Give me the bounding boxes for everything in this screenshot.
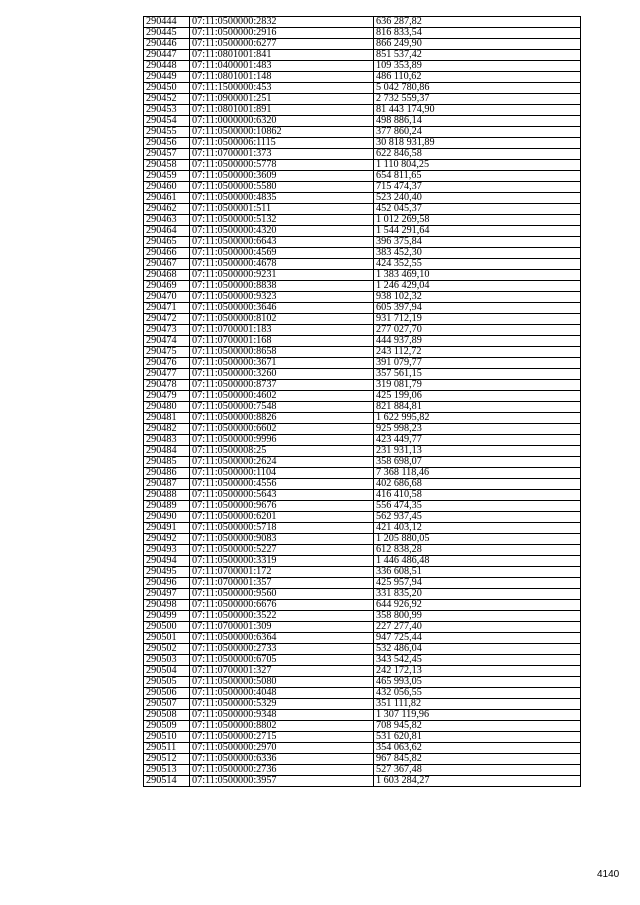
row-number-cell: 290513 bbox=[144, 765, 190, 776]
table-row bbox=[144, 347, 581, 358]
cadastral-number-cell: 07:11:0500000:3671 bbox=[190, 358, 374, 369]
cadastral-value-cell: 465 993,05 bbox=[374, 677, 581, 688]
table-row bbox=[144, 776, 581, 787]
cadastral-value-cell: 938 102,32 bbox=[374, 292, 581, 303]
table-row bbox=[144, 226, 581, 237]
cadastral-number-cell: 07:11:1500000:453 bbox=[190, 83, 374, 94]
table-row bbox=[144, 314, 581, 325]
cadastral-value-cell: 109 353,89 bbox=[374, 61, 581, 72]
table-row bbox=[144, 754, 581, 765]
cadastral-number-cell: 07:11:0700001:357 bbox=[190, 578, 374, 589]
table-row bbox=[144, 281, 581, 292]
table-row bbox=[144, 567, 581, 578]
table-row bbox=[144, 655, 581, 666]
cadastral-number-cell: 07:11:0700001:172 bbox=[190, 567, 374, 578]
cadastral-number-cell: 07:11:0500000:10862 bbox=[190, 127, 374, 138]
cadastral-value-cell: 612 838,28 bbox=[374, 545, 581, 556]
table-row bbox=[144, 61, 581, 72]
table-row bbox=[144, 644, 581, 655]
cadastral-number-cell: 07:11:0500000:8658 bbox=[190, 347, 374, 358]
page-number: 4140 bbox=[597, 869, 620, 880]
cadastral-number-cell: 07:11:0500000:9996 bbox=[190, 435, 374, 446]
table-row bbox=[144, 369, 581, 380]
table-row bbox=[144, 699, 581, 710]
row-number-cell: 290464 bbox=[144, 226, 190, 237]
cadastral-value-cell: 1 446 486,48 bbox=[374, 556, 581, 567]
cadastral-value-cell: 319 081,79 bbox=[374, 380, 581, 391]
row-number-cell: 290468 bbox=[144, 270, 190, 281]
cadastral-value-cell: 715 474,37 bbox=[374, 182, 581, 193]
row-number-cell: 290493 bbox=[144, 545, 190, 556]
row-number-cell: 290514 bbox=[144, 776, 190, 787]
row-number-cell: 290460 bbox=[144, 182, 190, 193]
row-number-cell: 290454 bbox=[144, 116, 190, 127]
cadastral-value-cell: 423 449,77 bbox=[374, 435, 581, 446]
cadastral-value-cell: 1 246 429,04 bbox=[374, 281, 581, 292]
row-number-cell: 290471 bbox=[144, 303, 190, 314]
row-number-cell: 290470 bbox=[144, 292, 190, 303]
table-row bbox=[144, 116, 581, 127]
table-row bbox=[144, 193, 581, 204]
cadastral-number-cell: 07:11:0500000:5580 bbox=[190, 182, 374, 193]
table-row bbox=[144, 512, 581, 523]
table-row bbox=[144, 248, 581, 259]
cadastral-number-cell: 07:11:0500000:9323 bbox=[190, 292, 374, 303]
cadastral-number-cell: 07:11:0500000:2970 bbox=[190, 743, 374, 754]
table-row bbox=[144, 72, 581, 83]
cadastral-number-cell: 07:11:0700001:183 bbox=[190, 325, 374, 336]
row-number-cell: 290463 bbox=[144, 215, 190, 226]
cadastral-number-cell: 07:11:0500000:3319 bbox=[190, 556, 374, 567]
cadastral-number-cell: 07:11:0500000:9676 bbox=[190, 501, 374, 512]
table-row bbox=[144, 28, 581, 39]
cadastral-value-cell: 452 045,37 bbox=[374, 204, 581, 215]
row-number-cell: 290489 bbox=[144, 501, 190, 512]
row-number-cell: 290497 bbox=[144, 589, 190, 600]
row-number-cell: 290496 bbox=[144, 578, 190, 589]
cadastral-number-cell: 07:11:0500000:8802 bbox=[190, 721, 374, 732]
cadastral-value-cell: 358 800,99 bbox=[374, 611, 581, 622]
cadastral-number-cell: 07:11:0500000:4835 bbox=[190, 193, 374, 204]
cadastral-value-cell: 486 110,62 bbox=[374, 72, 581, 83]
cadastral-number-cell: 07:11:0500000:6643 bbox=[190, 237, 374, 248]
cadastral-value-cell: 425 199,06 bbox=[374, 391, 581, 402]
cadastral-value-cell: 498 886,14 bbox=[374, 116, 581, 127]
row-number-cell: 290459 bbox=[144, 171, 190, 182]
cadastral-number-cell: 07:11:0500000:4602 bbox=[190, 391, 374, 402]
cadastral-value-cell: 532 486,04 bbox=[374, 644, 581, 655]
row-number-cell: 290483 bbox=[144, 435, 190, 446]
table-row bbox=[144, 457, 581, 468]
cadastral-value-cell: 383 452,30 bbox=[374, 248, 581, 259]
cadastral-number-cell: 07:11:0500000:3646 bbox=[190, 303, 374, 314]
cadastral-value-cell: 1 544 291,64 bbox=[374, 226, 581, 237]
cadastral-value-cell: 343 542,45 bbox=[374, 655, 581, 666]
table-row bbox=[144, 215, 581, 226]
cadastral-value-cell: 851 537,42 bbox=[374, 50, 581, 61]
cadastral-number-cell: 07:11:0500000:3957 bbox=[190, 776, 374, 787]
cadastral-value-cell: 562 937,45 bbox=[374, 512, 581, 523]
table-row bbox=[144, 259, 581, 270]
row-number-cell: 290507 bbox=[144, 699, 190, 710]
row-number-cell: 290503 bbox=[144, 655, 190, 666]
table-row bbox=[144, 270, 581, 281]
table-row bbox=[144, 556, 581, 567]
cadastral-number-cell: 07:11:0400001:483 bbox=[190, 61, 374, 72]
table-row bbox=[144, 160, 581, 171]
cadastral-number-cell: 07:11:0500000:5132 bbox=[190, 215, 374, 226]
row-number-cell: 290510 bbox=[144, 732, 190, 743]
cadastral-value-cell: 231 931,13 bbox=[374, 446, 581, 457]
cadastral-value-cell: 243 112,72 bbox=[374, 347, 581, 358]
table-row bbox=[144, 83, 581, 94]
table-row bbox=[144, 380, 581, 391]
cadastral-number-cell: 07:11:0500006:1115 bbox=[190, 138, 374, 149]
row-number-cell: 290466 bbox=[144, 248, 190, 259]
cadastral-number-cell: 07:11:0500000:5080 bbox=[190, 677, 374, 688]
cadastral-value-cell: 708 945,82 bbox=[374, 721, 581, 732]
cadastral-value-cell: 636 287,82 bbox=[374, 17, 581, 28]
cadastral-number-cell: 07:11:0500000:5778 bbox=[190, 160, 374, 171]
row-number-cell: 290453 bbox=[144, 105, 190, 116]
table-row bbox=[144, 578, 581, 589]
cadastral-number-cell: 07:11:0500000:8102 bbox=[190, 314, 374, 325]
row-number-cell: 290446 bbox=[144, 39, 190, 50]
row-number-cell: 290478 bbox=[144, 380, 190, 391]
table-row bbox=[144, 523, 581, 534]
table-row bbox=[144, 622, 581, 633]
cadastral-number-cell: 07:11:0500000:5227 bbox=[190, 545, 374, 556]
row-number-cell: 290485 bbox=[144, 457, 190, 468]
cadastral-value-cell: 654 811,65 bbox=[374, 171, 581, 182]
cadastral-value-cell: 227 277,40 bbox=[374, 622, 581, 633]
cadastral-value-cell: 1 110 804,25 bbox=[374, 160, 581, 171]
cadastral-value-cell: 531 620,81 bbox=[374, 732, 581, 743]
table-row bbox=[144, 468, 581, 479]
cadastral-value-cell: 2 732 559,37 bbox=[374, 94, 581, 105]
cadastral-number-cell: 07:11:0500000:5643 bbox=[190, 490, 374, 501]
cadastral-number-cell: 07:11:0500000:4048 bbox=[190, 688, 374, 699]
table-row bbox=[144, 677, 581, 688]
cadastral-value-cell: 1 383 469,10 bbox=[374, 270, 581, 281]
cadastral-value-table bbox=[143, 16, 581, 787]
cadastral-value-cell: 416 410,58 bbox=[374, 490, 581, 501]
table-body bbox=[144, 17, 581, 787]
cadastral-value-cell: 866 249,90 bbox=[374, 39, 581, 50]
table-row bbox=[144, 545, 581, 556]
cadastral-value-cell: 527 367,48 bbox=[374, 765, 581, 776]
cadastral-value-cell: 1 205 880,05 bbox=[374, 534, 581, 545]
table-row bbox=[144, 710, 581, 721]
row-number-cell: 290445 bbox=[144, 28, 190, 39]
cadastral-value-cell: 425 957,94 bbox=[374, 578, 581, 589]
cadastral-number-cell: 07:11:0500000:6277 bbox=[190, 39, 374, 50]
row-number-cell: 290452 bbox=[144, 94, 190, 105]
row-number-cell: 290469 bbox=[144, 281, 190, 292]
table-row bbox=[144, 765, 581, 776]
table-row bbox=[144, 611, 581, 622]
row-number-cell: 290456 bbox=[144, 138, 190, 149]
table-row bbox=[144, 336, 581, 347]
row-number-cell: 290494 bbox=[144, 556, 190, 567]
cadastral-number-cell: 07:11:0500000:6336 bbox=[190, 754, 374, 765]
table-row bbox=[144, 666, 581, 677]
table-row bbox=[144, 501, 581, 512]
cadastral-number-cell: 07:11:0500000:1104 bbox=[190, 468, 374, 479]
cadastral-number-cell: 07:11:0801001:148 bbox=[190, 72, 374, 83]
row-number-cell: 290475 bbox=[144, 347, 190, 358]
table-row bbox=[144, 391, 581, 402]
cadastral-value-cell: 821 884,81 bbox=[374, 402, 581, 413]
cadastral-value-cell: 391 079,77 bbox=[374, 358, 581, 369]
cadastral-value-cell: 1 603 284,27 bbox=[374, 776, 581, 787]
table-row bbox=[144, 402, 581, 413]
row-number-cell: 290511 bbox=[144, 743, 190, 754]
table-row bbox=[144, 182, 581, 193]
table-row bbox=[144, 479, 581, 490]
cadastral-number-cell: 07:11:0500000:9560 bbox=[190, 589, 374, 600]
row-number-cell: 290512 bbox=[144, 754, 190, 765]
table-row bbox=[144, 303, 581, 314]
table-row bbox=[144, 534, 581, 545]
table-row bbox=[144, 446, 581, 457]
row-number-cell: 290482 bbox=[144, 424, 190, 435]
table-row bbox=[144, 358, 581, 369]
cadastral-value-cell: 424 352,55 bbox=[374, 259, 581, 270]
row-number-cell: 290486 bbox=[144, 468, 190, 479]
table-row bbox=[144, 600, 581, 611]
cadastral-number-cell: 07:11:0500000:6364 bbox=[190, 633, 374, 644]
cadastral-value-cell: 358 698,07 bbox=[374, 457, 581, 468]
cadastral-value-cell: 1 307 119,96 bbox=[374, 710, 581, 721]
cadastral-number-cell: 07:11:0700001:309 bbox=[190, 622, 374, 633]
cadastral-value-cell: 396 375,84 bbox=[374, 237, 581, 248]
row-number-cell: 290447 bbox=[144, 50, 190, 61]
cadastral-value-cell: 357 561,15 bbox=[374, 369, 581, 380]
cadastral-value-cell: 242 172,13 bbox=[374, 666, 581, 677]
row-number-cell: 290450 bbox=[144, 83, 190, 94]
cadastral-value-cell: 947 725,44 bbox=[374, 633, 581, 644]
cadastral-number-cell: 07:11:0500000:4320 bbox=[190, 226, 374, 237]
row-number-cell: 290499 bbox=[144, 611, 190, 622]
cadastral-number-cell: 07:11:0500001:511 bbox=[190, 204, 374, 215]
cadastral-value-cell: 556 474,35 bbox=[374, 501, 581, 512]
cadastral-number-cell: 07:11:0801001:841 bbox=[190, 50, 374, 61]
row-number-cell: 290457 bbox=[144, 149, 190, 160]
table-row bbox=[144, 413, 581, 424]
cadastral-number-cell: 07:11:0801001:891 bbox=[190, 105, 374, 116]
table-row bbox=[144, 743, 581, 754]
table-row bbox=[144, 171, 581, 182]
cadastral-value-cell: 421 403,12 bbox=[374, 523, 581, 534]
cadastral-number-cell: 07:11:0500000:8826 bbox=[190, 413, 374, 424]
row-number-cell: 290498 bbox=[144, 600, 190, 611]
row-number-cell: 290505 bbox=[144, 677, 190, 688]
cadastral-value-cell: 351 111,82 bbox=[374, 699, 581, 710]
row-number-cell: 290481 bbox=[144, 413, 190, 424]
cadastral-number-cell: 07:11:0500000:6676 bbox=[190, 600, 374, 611]
cadastral-value-cell: 967 845,82 bbox=[374, 754, 581, 765]
row-number-cell: 290480 bbox=[144, 402, 190, 413]
cadastral-number-cell: 07:11:0500000:5329 bbox=[190, 699, 374, 710]
row-number-cell: 290465 bbox=[144, 237, 190, 248]
cadastral-number-cell: 07:11:0500000:2736 bbox=[190, 765, 374, 776]
cadastral-number-cell: 07:11:0900001:251 bbox=[190, 94, 374, 105]
row-number-cell: 290508 bbox=[144, 710, 190, 721]
row-number-cell: 290476 bbox=[144, 358, 190, 369]
table-row bbox=[144, 325, 581, 336]
row-number-cell: 290473 bbox=[144, 325, 190, 336]
cadastral-number-cell: 07:11:0500000:2715 bbox=[190, 732, 374, 743]
table-row bbox=[144, 105, 581, 116]
cadastral-number-cell: 07:11:0500000:9083 bbox=[190, 534, 374, 545]
row-number-cell: 290449 bbox=[144, 72, 190, 83]
row-number-cell: 290504 bbox=[144, 666, 190, 677]
table-row bbox=[144, 204, 581, 215]
table-row bbox=[144, 688, 581, 699]
row-number-cell: 290467 bbox=[144, 259, 190, 270]
table-row bbox=[144, 424, 581, 435]
row-number-cell: 290458 bbox=[144, 160, 190, 171]
table-row bbox=[144, 589, 581, 600]
cadastral-value-cell: 622 846,58 bbox=[374, 149, 581, 160]
cadastral-value-cell: 402 686,68 bbox=[374, 479, 581, 490]
cadastral-value-cell: 1 012 269,58 bbox=[374, 215, 581, 226]
row-number-cell: 290491 bbox=[144, 523, 190, 534]
row-number-cell: 290487 bbox=[144, 479, 190, 490]
cadastral-number-cell: 07:11:0500000:6602 bbox=[190, 424, 374, 435]
row-number-cell: 290448 bbox=[144, 61, 190, 72]
cadastral-number-cell: 07:11:0500000:4569 bbox=[190, 248, 374, 259]
row-number-cell: 290479 bbox=[144, 391, 190, 402]
cadastral-number-cell: 07:11:0500000:4556 bbox=[190, 479, 374, 490]
cadastral-value-cell: 644 926,92 bbox=[374, 600, 581, 611]
table-row bbox=[144, 732, 581, 743]
cadastral-value-cell: 1 622 995,82 bbox=[374, 413, 581, 424]
row-number-cell: 290500 bbox=[144, 622, 190, 633]
table-row bbox=[144, 721, 581, 732]
cadastral-number-cell: 07:11:0500000:6201 bbox=[190, 512, 374, 523]
cadastral-number-cell: 07:11:0500000:7548 bbox=[190, 402, 374, 413]
cadastral-value-cell: 523 240,40 bbox=[374, 193, 581, 204]
cadastral-number-cell: 07:11:0500000:6705 bbox=[190, 655, 374, 666]
row-number-cell: 290492 bbox=[144, 534, 190, 545]
table-row bbox=[144, 490, 581, 501]
cadastral-number-cell: 07:11:0500000:8838 bbox=[190, 281, 374, 292]
row-number-cell: 290477 bbox=[144, 369, 190, 380]
cadastral-value-cell: 377 860,24 bbox=[374, 127, 581, 138]
row-number-cell: 290509 bbox=[144, 721, 190, 732]
cadastral-number-cell: 07:11:0500000:9231 bbox=[190, 270, 374, 281]
row-number-cell: 290474 bbox=[144, 336, 190, 347]
table-row bbox=[144, 633, 581, 644]
table-row bbox=[144, 149, 581, 160]
table-row bbox=[144, 292, 581, 303]
cadastral-number-cell: 07:11:0500008:25 bbox=[190, 446, 374, 457]
cadastral-number-cell: 07:11:0500000:2916 bbox=[190, 28, 374, 39]
cadastral-number-cell: 07:11:0500000:9348 bbox=[190, 710, 374, 721]
cadastral-value-cell: 336 608,51 bbox=[374, 567, 581, 578]
cadastral-value-cell: 444 937,89 bbox=[374, 336, 581, 347]
cadastral-number-cell: 07:11:0500000:8737 bbox=[190, 380, 374, 391]
cadastral-number-cell: 07:11:0500000:4678 bbox=[190, 259, 374, 270]
row-number-cell: 290484 bbox=[144, 446, 190, 457]
table-row bbox=[144, 127, 581, 138]
cadastral-number-cell: 07:11:0000000:6320 bbox=[190, 116, 374, 127]
table-row bbox=[144, 94, 581, 105]
cadastral-value-cell: 331 835,20 bbox=[374, 589, 581, 600]
cadastral-value-cell: 925 998,23 bbox=[374, 424, 581, 435]
cadastral-value-cell: 81 443 174,90 bbox=[374, 105, 581, 116]
row-number-cell: 290455 bbox=[144, 127, 190, 138]
cadastral-number-cell: 07:11:0700001:168 bbox=[190, 336, 374, 347]
table-row bbox=[144, 17, 581, 28]
row-number-cell: 290461 bbox=[144, 193, 190, 204]
table-row bbox=[144, 435, 581, 446]
cadastral-value-cell: 5 042 780,86 bbox=[374, 83, 581, 94]
row-number-cell: 290472 bbox=[144, 314, 190, 325]
row-number-cell: 290502 bbox=[144, 644, 190, 655]
cadastral-number-cell: 07:11:0500000:5718 bbox=[190, 523, 374, 534]
cadastral-value-cell: 432 056,55 bbox=[374, 688, 581, 699]
table-row bbox=[144, 50, 581, 61]
cadastral-number-cell: 07:11:0500000:2624 bbox=[190, 457, 374, 468]
cadastral-number-cell: 07:11:0500000:3609 bbox=[190, 171, 374, 182]
cadastral-value-cell: 30 818 931,89 bbox=[374, 138, 581, 149]
cadastral-number-cell: 07:11:0500000:2832 bbox=[190, 17, 374, 28]
cadastral-number-cell: 07:11:0500000:3260 bbox=[190, 369, 374, 380]
row-number-cell: 290488 bbox=[144, 490, 190, 501]
cadastral-value-cell: 354 063,62 bbox=[374, 743, 581, 754]
row-number-cell: 290462 bbox=[144, 204, 190, 215]
cadastral-number-cell: 07:11:0700001:327 bbox=[190, 666, 374, 677]
cadastral-value-cell: 7 368 118,46 bbox=[374, 468, 581, 479]
cadastral-number-cell: 07:11:0700001:373 bbox=[190, 149, 374, 160]
table-row bbox=[144, 237, 581, 248]
cadastral-value-cell: 277 027,70 bbox=[374, 325, 581, 336]
row-number-cell: 290506 bbox=[144, 688, 190, 699]
cadastral-value-cell: 605 397,94 bbox=[374, 303, 581, 314]
row-number-cell: 290444 bbox=[144, 17, 190, 28]
cadastral-value-cell: 816 833,54 bbox=[374, 28, 581, 39]
cadastral-value-cell: 931 712,19 bbox=[374, 314, 581, 325]
table-row bbox=[144, 138, 581, 149]
cadastral-number-cell: 07:11:0500000:2733 bbox=[190, 644, 374, 655]
row-number-cell: 290501 bbox=[144, 633, 190, 644]
row-number-cell: 290495 bbox=[144, 567, 190, 578]
cadastral-number-cell: 07:11:0500000:3522 bbox=[190, 611, 374, 622]
table-row bbox=[144, 39, 581, 50]
row-number-cell: 290490 bbox=[144, 512, 190, 523]
